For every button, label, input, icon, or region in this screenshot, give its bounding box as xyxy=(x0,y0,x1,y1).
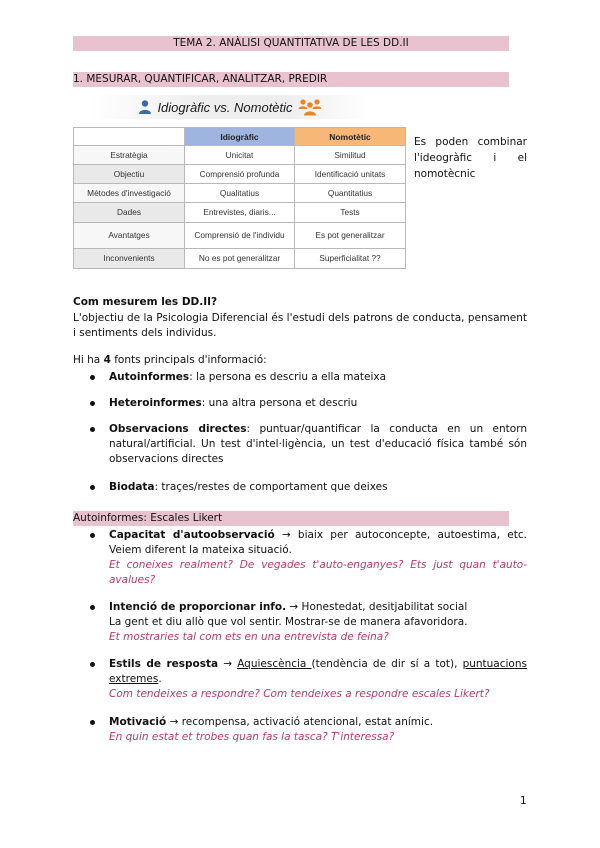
measure-paragraph: L'objectiu de la Psicologia Diferencial és l'estudi dels patrons de conducta, pensament i sentiments dels individus. xyxy=(73,312,527,339)
item-text: → Honestedat, desitjabilitat social xyxy=(286,601,468,613)
item-term: Motivació xyxy=(109,716,167,728)
idiografic-cell: No es pot generalitzar xyxy=(185,249,295,269)
item-text: : la persona es descriu a ella mateixa xyxy=(189,371,387,383)
person-icon xyxy=(137,99,153,115)
item-question: Com tendeixes a respondre? Com tendeixes a respondre escales Likert? xyxy=(109,688,490,700)
item-text: : traçes/restes de comportament que deixes xyxy=(154,481,388,493)
list-item xyxy=(89,715,527,745)
item-term: Intenció de proporcionar info. xyxy=(109,601,287,613)
idiografic-cell: Unicitat xyxy=(185,146,295,165)
likert-heading: Autoinformes: Escales Likert xyxy=(73,511,509,526)
row-label: Estratègia xyxy=(74,146,185,165)
item-term: Biodata xyxy=(109,481,155,493)
item-text: → biaix per autoconcepte, autoestima, etc. Veiem diferent la mateixa situació. xyxy=(109,529,527,556)
list-item xyxy=(89,370,527,385)
bullet-icon xyxy=(90,485,95,490)
table-row xyxy=(74,223,406,249)
sources-count: 4 xyxy=(103,354,111,366)
section-heading: 1. MESURAR, QUANTIFICAR, ANALITZAR, PREDIR xyxy=(73,72,509,87)
sources-list xyxy=(89,480,527,495)
item-text: (tendència de dir sí a tot), xyxy=(311,658,463,670)
page-title: TEMA 2. ANÀLISI QUANTITATIVA DE LES DD.II xyxy=(73,36,509,51)
table-row xyxy=(74,203,406,223)
nomotetic-cell: Tests xyxy=(295,203,406,223)
table-corner-cell xyxy=(74,128,185,146)
comparison-table xyxy=(73,127,406,269)
extreme-scores-term: puntuacions extremes xyxy=(109,658,527,685)
sources-list xyxy=(89,370,527,385)
idiografic-header: Idiogràfic xyxy=(185,128,295,146)
acquiescence-term: Aquiescència xyxy=(237,658,312,670)
item-term: Estils de resposta xyxy=(109,658,219,670)
row-label: Dades xyxy=(74,203,185,223)
table-row xyxy=(74,165,406,184)
likert-list xyxy=(89,600,527,645)
group-icon xyxy=(297,98,323,116)
comparison-title: Idiogràfic vs. Nomotètic xyxy=(157,99,293,115)
row-label: Avantatges xyxy=(74,223,185,249)
bullet-icon xyxy=(90,662,95,667)
table-header-row xyxy=(74,128,406,146)
row-label: Inconvenients xyxy=(74,249,185,269)
measure-heading: Com mesurem les DD.II? xyxy=(73,296,218,308)
comparison-banner xyxy=(90,95,370,119)
item-term: Autoinformes xyxy=(109,371,190,383)
item-question: Et mostraries tal com ets en una entrevista de feina? xyxy=(109,631,389,643)
item-text: : una altra persona et descriu xyxy=(201,397,358,409)
list-item xyxy=(89,600,527,645)
item-question: Et coneixes realment? De vegades t'auto-enganyes? Ets just quan t'auto-avalues? xyxy=(109,559,527,586)
item-arrow: → xyxy=(218,658,238,670)
bullet-icon xyxy=(90,401,95,406)
idiografic-cell: Comprensió de l'individu xyxy=(185,223,295,249)
likert-list xyxy=(89,657,527,702)
sources-intro-suffix: fonts principals d'informació: xyxy=(110,354,267,366)
item-term: Capacitat d'autoobservació xyxy=(109,529,275,541)
sources-list xyxy=(89,422,527,467)
nomotetic-cell: Identificació unitats xyxy=(295,165,406,184)
bullet-icon xyxy=(90,720,95,725)
bullet-icon xyxy=(90,533,95,538)
likert-list xyxy=(89,528,527,588)
item-term: Heteroinformes xyxy=(109,397,202,409)
item-end: . xyxy=(158,673,162,685)
idiografic-cell: Comprensió profunda xyxy=(185,165,295,184)
nomotetic-header: Nomotètic xyxy=(295,128,406,146)
likert-list xyxy=(89,715,527,745)
page-number: 1 xyxy=(520,795,527,807)
table-row xyxy=(74,249,406,269)
bullet-icon xyxy=(90,605,95,610)
row-label: Mètodes d'investigació xyxy=(74,184,185,203)
nomotetic-cell: Es pot generalitzar xyxy=(295,223,406,249)
table-row xyxy=(74,146,406,165)
side-note xyxy=(414,134,527,182)
item-line2: La gent et diu allò que vol sentir. Mostrar-se de manera afavoridora. xyxy=(109,616,468,628)
list-item xyxy=(89,657,527,702)
nomotetic-cell: Similitud xyxy=(295,146,406,165)
list-item xyxy=(89,480,527,495)
side-note-line: Es poden combinar xyxy=(414,136,527,148)
bullet-icon xyxy=(90,427,95,432)
item-term: Observacions directes xyxy=(109,423,247,435)
side-note-line: nomotècnic xyxy=(414,168,476,180)
idiografic-cell: Qualitatius xyxy=(185,184,295,203)
row-label: Objectiu xyxy=(74,165,185,184)
list-item xyxy=(89,396,527,411)
bullet-icon xyxy=(90,375,95,380)
sources-list xyxy=(89,396,527,411)
idiografic-cell: Entrevistes, diaris... xyxy=(185,203,295,223)
nomotetic-cell: Superficialitat ?? xyxy=(295,249,406,269)
table-row xyxy=(74,184,406,203)
item-text: → recompensa, activació atencional, estat anímic. xyxy=(166,716,434,728)
list-item xyxy=(89,422,527,467)
list-item xyxy=(89,528,527,588)
side-note-line: l'ideogràfic i el xyxy=(414,152,527,164)
item-question: En quin estat et trobes quan fas la tasca? T'interessa? xyxy=(109,731,395,743)
nomotetic-cell: Quantitatius xyxy=(295,184,406,203)
sources-intro-prefix: Hi ha xyxy=(73,354,104,366)
item-text: : puntuar/quantificar la conducta en un entorn natural/artificial. Un test d'intel·ligència, un test d'educació física també són observacions directes xyxy=(109,423,527,465)
sources-intro xyxy=(73,353,527,368)
